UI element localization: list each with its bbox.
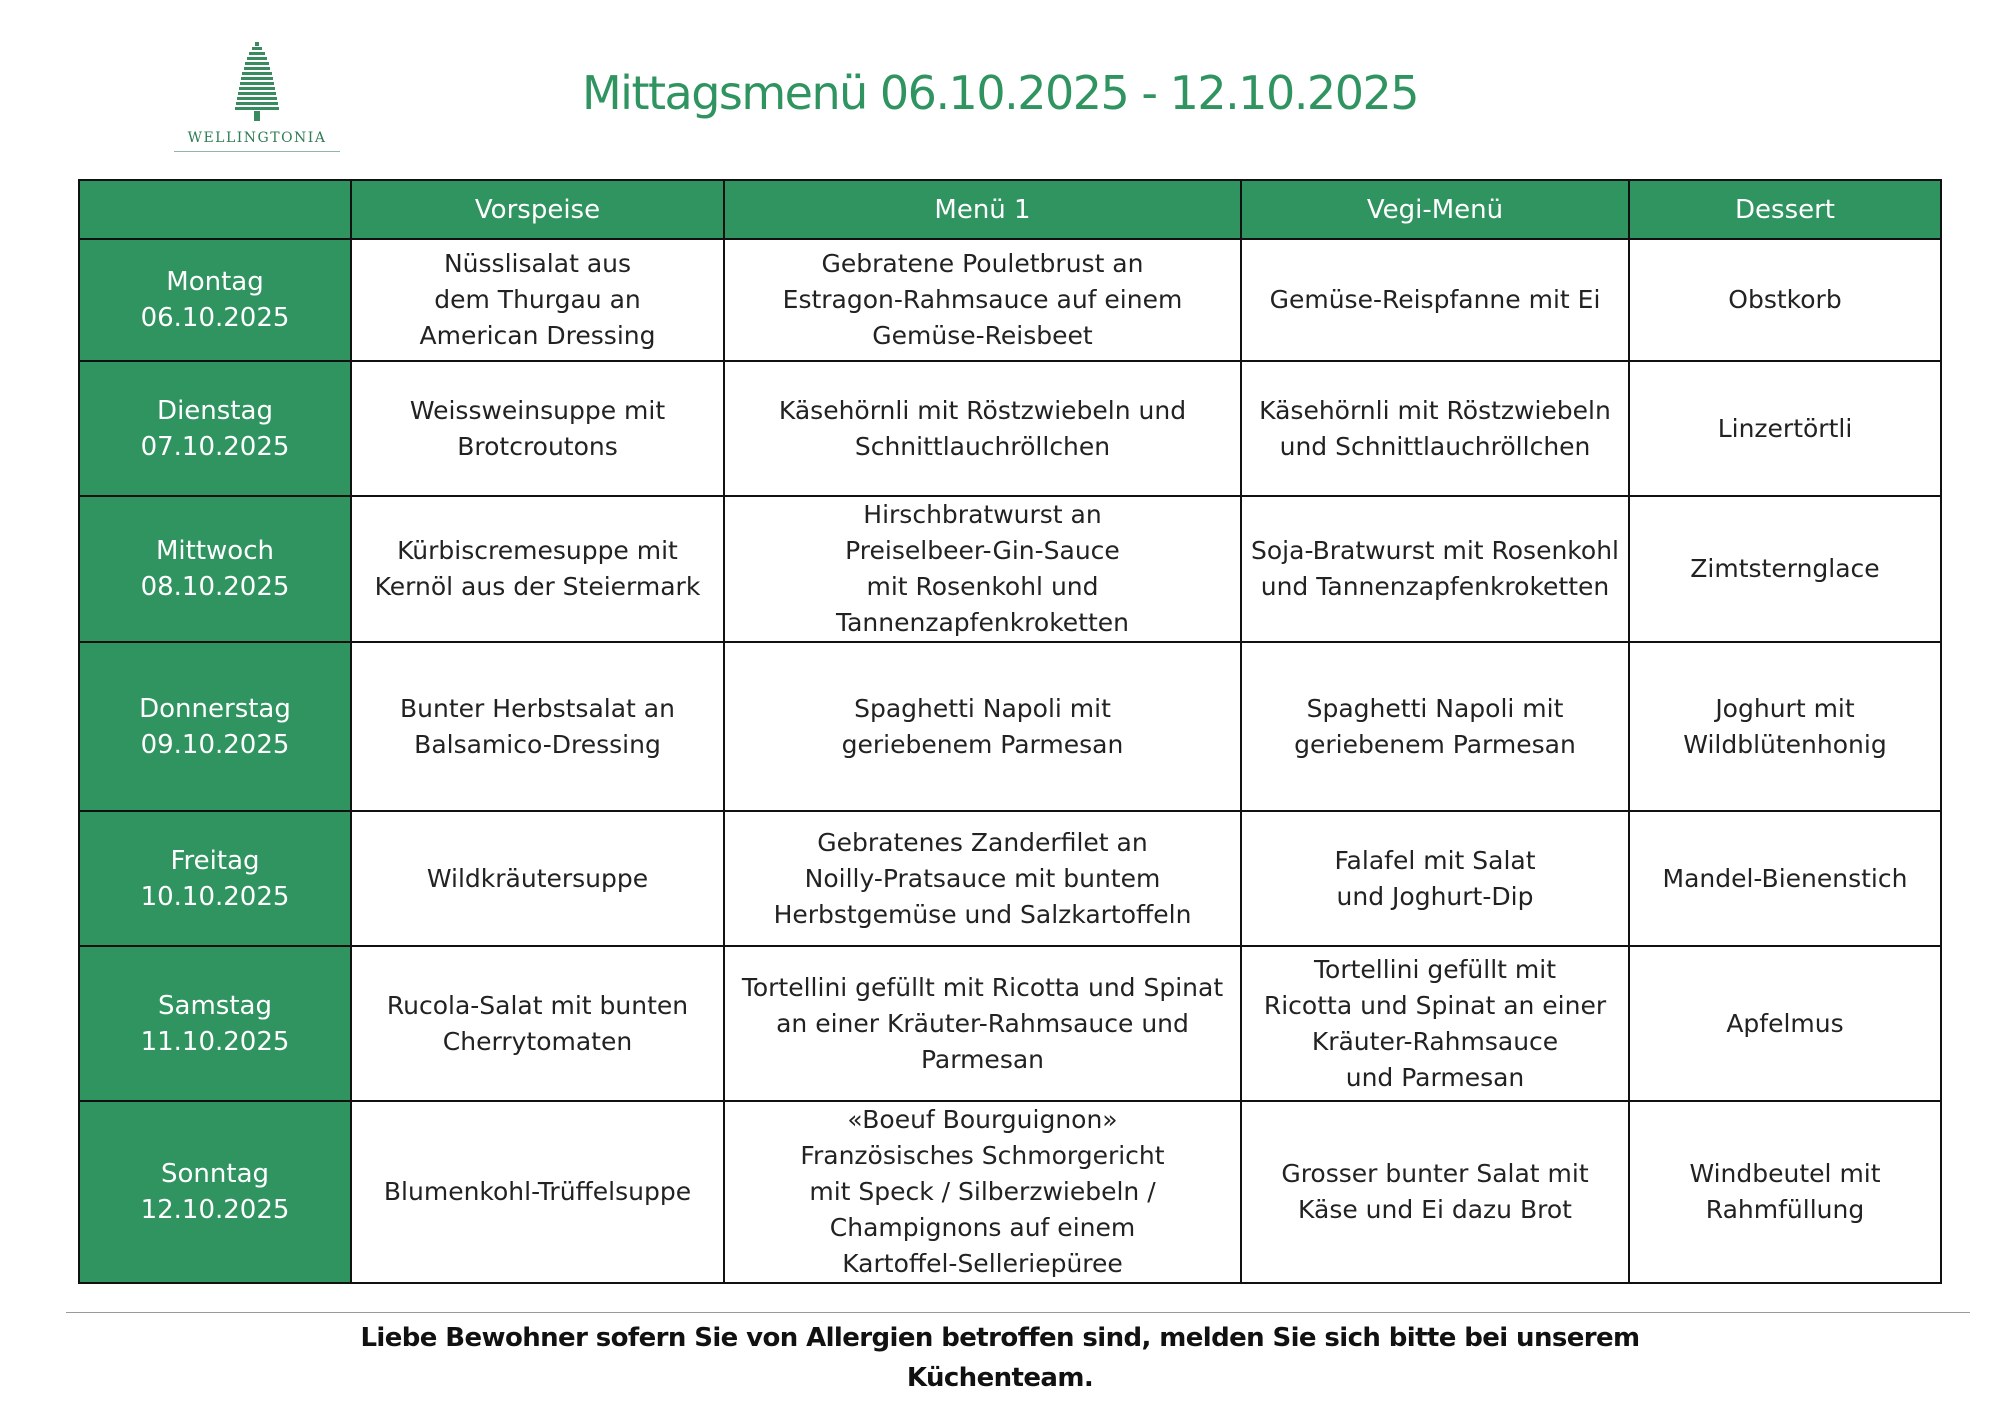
table-row: [79, 1101, 1941, 1283]
vorspeise-cell: Bunter Herbstsalat an Balsamico-Dressing: [351, 642, 724, 811]
day-cell: Sonntag 12.10.2025: [79, 1101, 351, 1283]
vorspeise-cell: Rucola-Salat mit bunten Cherrytomaten: [351, 946, 724, 1101]
vorspeise-cell: Nüsslisalat aus dem Thurgau an American Dressing: [351, 239, 724, 361]
table-row: [79, 946, 1941, 1101]
menu1-cell: Hirschbratwurst an Preiselbeer-Gin-Sauce mit Rosenkohl und Tannenzapfenkroketten: [724, 496, 1241, 642]
day-cell: Mittwoch 08.10.2025: [79, 496, 351, 642]
header-vorspeise: Vorspeise: [351, 180, 724, 239]
vegi-cell: Grosser bunter Salat mit Käse und Ei dazu Brot: [1241, 1101, 1629, 1283]
table-row: [79, 496, 1941, 642]
menu1-cell: Spaghetti Napoli mit geriebenem Parmesan: [724, 642, 1241, 811]
menu-table: [78, 179, 1942, 1284]
menu1-cell: Gebratenes Zanderfilet an Noilly-Pratsauce mit buntem Herbstgemüse und Salzkartoffeln: [724, 811, 1241, 946]
vegi-cell: Spaghetti Napoli mit geriebenem Parmesan: [1241, 642, 1629, 811]
vegi-cell: Käsehörnli mit Röstzwiebeln und Schnittlauchröllchen: [1241, 361, 1629, 496]
header-vegi: Vegi-Menü: [1241, 180, 1629, 239]
day-cell: Donnerstag 09.10.2025: [79, 642, 351, 811]
day-cell: Samstag 11.10.2025: [79, 946, 351, 1101]
header-row: [79, 180, 1941, 239]
day-cell: Freitag 10.10.2025: [79, 811, 351, 946]
dessert-cell: Zimtsternglace: [1629, 496, 1941, 642]
day-cell: Dienstag 07.10.2025: [79, 361, 351, 496]
header-dessert: Dessert: [1629, 180, 1941, 239]
table-row: [79, 239, 1941, 361]
page-title: Mittagsmenü 06.10.2025 - 12.10.2025: [581, 66, 1419, 120]
dessert-cell: Apfelmus: [1629, 946, 1941, 1101]
day-cell: Montag 06.10.2025: [79, 239, 351, 361]
menu1-cell: Gebratene Pouletbrust an Estragon-Rahmsauce auf einem Gemüse-Reisbeet: [724, 239, 1241, 361]
dessert-cell: Joghurt mit Wildblütenhonig: [1629, 642, 1941, 811]
vegi-cell: Soja-Bratwurst mit Rosenkohl und Tannenzapfenkroketten: [1241, 496, 1629, 642]
logo-text: WELLINGTONIA: [187, 130, 327, 146]
vegi-cell: Gemüse-Reispfanne mit Ei: [1241, 239, 1629, 361]
table-row: [79, 361, 1941, 496]
logo-underline: [174, 151, 340, 152]
vorspeise-cell: Kürbiscremesuppe mit Kernöl aus der Steiermark: [351, 496, 724, 642]
table-row: [79, 811, 1941, 946]
menu1-cell: Tortellini gefüllt mit Ricotta und Spinat an einer Kräuter-Rahmsauce und Parmesan: [724, 946, 1241, 1101]
vorspeise-cell: Wildkräutersuppe: [351, 811, 724, 946]
menu1-cell: «Boeuf Bourguignon» Französisches Schmorgericht mit Speck / Silberzwiebeln / Champignons auf einem Kartoffel-Selleriepüree: [724, 1101, 1241, 1283]
header-day: [79, 180, 351, 239]
allergy-notice: Liebe Bewohner sofern Sie von Allergien betroffen sind, melden Sie sich bitte bei unserem Küchenteam.: [360, 1323, 1640, 1393]
dessert-cell: Linzertörtli: [1629, 361, 1941, 496]
dessert-cell: Obstkorb: [1629, 239, 1941, 361]
dessert-cell: Windbeutel mit Rahmfüllung: [1629, 1101, 1941, 1283]
vorspeise-cell: Blumenkohl-Trüffelsuppe: [351, 1101, 724, 1283]
vegi-cell: Falafel mit Salat und Joghurt-Dip: [1241, 811, 1629, 946]
header-menu1: Menü 1: [724, 180, 1241, 239]
table-row: [79, 642, 1941, 811]
dessert-cell: Mandel-Bienenstich: [1629, 811, 1941, 946]
vegi-cell: Tortellini gefüllt mit Ricotta und Spinat an einer Kräuter-Rahmsauce und Parmesan: [1241, 946, 1629, 1101]
footer-divider: [66, 1312, 1970, 1313]
vorspeise-cell: Weissweinsuppe mit Brotcroutons: [351, 361, 724, 496]
menu1-cell: Käsehörnli mit Röstzwiebeln und Schnittlauchröllchen: [724, 361, 1241, 496]
